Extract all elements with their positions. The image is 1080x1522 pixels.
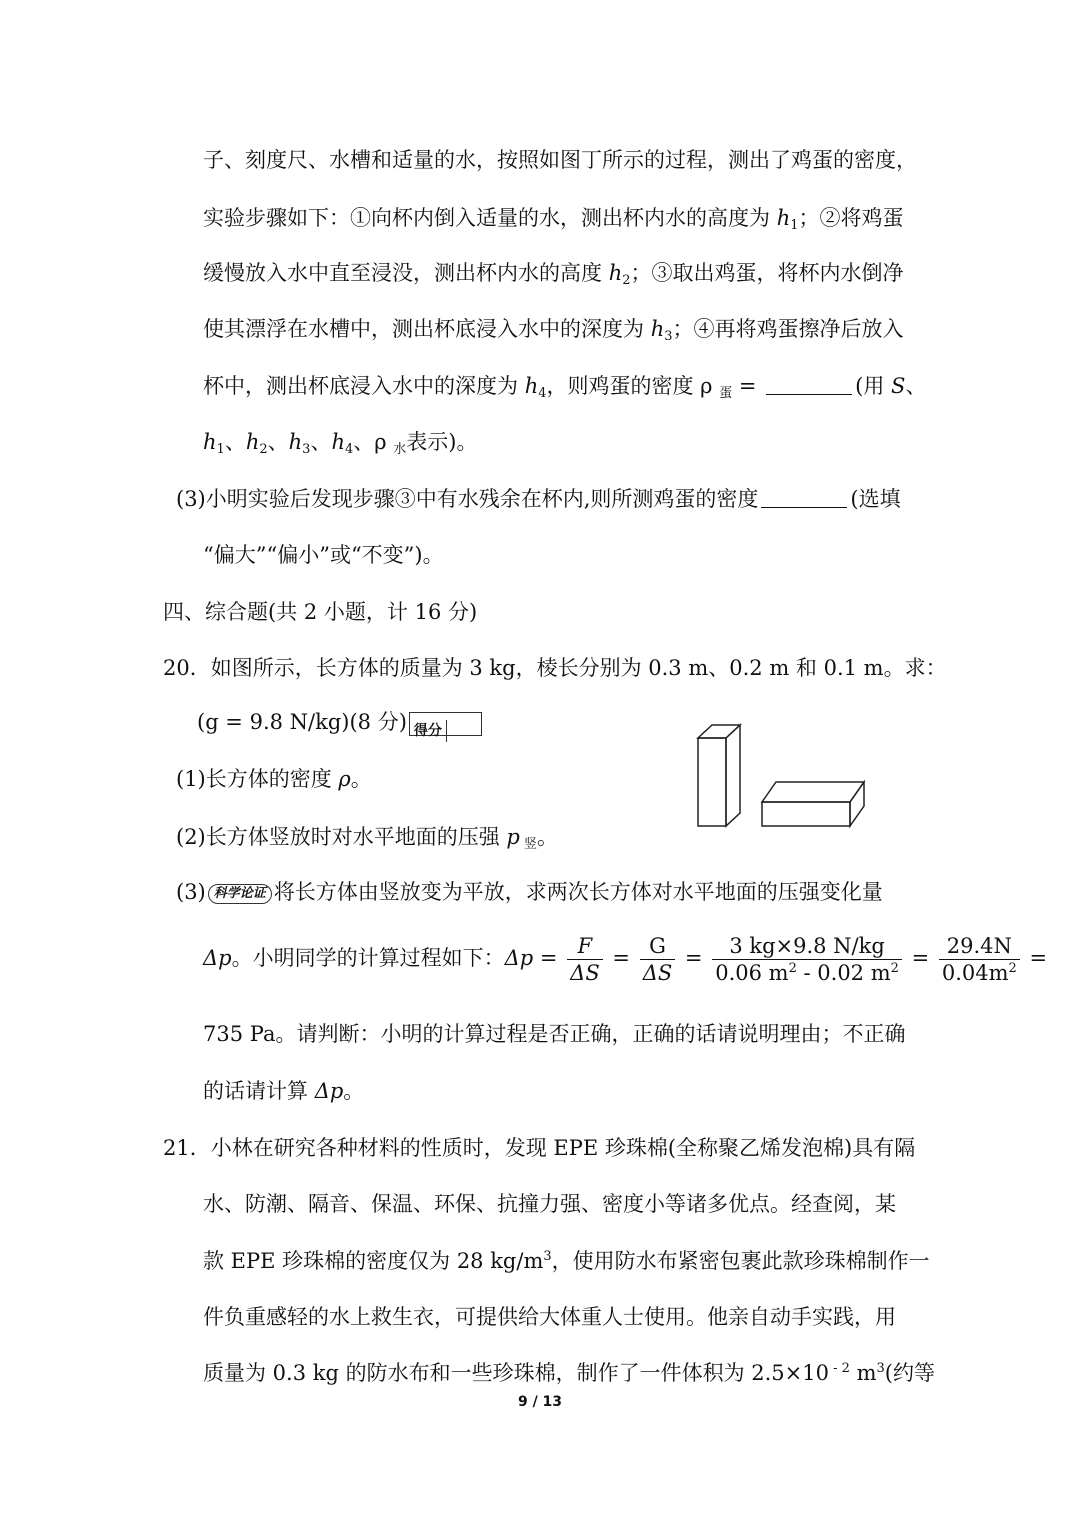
q20-sub-2: (2)长方体竖放时对水平地面的压强 p $_竖$。 xyxy=(176,825,559,852)
page-number: 9 / 13 xyxy=(517,1394,563,1410)
q19-line-6: $h_1$、$h_2$、$h_3$、$h_4$、ρ $_水$表示)。 xyxy=(203,430,478,457)
answer-blank[interactable] xyxy=(761,487,847,508)
fraction-result: $\frac{29.4N}{0.04m^2}$ xyxy=(939,933,1020,986)
q20-sub-1: (1)长方体的密度 ρ。 xyxy=(176,767,372,791)
cuboid-figure xyxy=(690,720,890,840)
q19-line-2: 实验步骤如下：①向杯内倒入适量的水，测出杯内水的高度为 $h_1$；②将鸡蛋 xyxy=(203,206,904,233)
flat-cuboid-side xyxy=(850,782,864,826)
q20-sub-3: (3) 科学论证 将长方体由竖放变为平放，求两次长方体对水平地面的压强变化量 xyxy=(176,880,883,904)
q19-line-4: 使其漂浮在水槽中，测出杯底浸入水中的深度为 $h_3$；④再将鸡蛋擦净后放入 xyxy=(203,317,904,344)
q20-given: (g = 9.8 N/kg)(8 分) 得分 xyxy=(197,707,482,737)
score-cell[interactable] xyxy=(447,713,481,735)
q20-last-line: 的话请计算 Δp。 xyxy=(203,1079,365,1103)
fraction-values: $\frac{3 kg\times 9.8 N/kg}{0.06 m^2 - 0.02 m^2}$ xyxy=(712,933,902,986)
science-argument-badge: 科学论证 xyxy=(208,884,272,904)
q20-line-735: 735 Pa。请判断：小明的计算过程是否正确，正确的话请说明理由；不正确 xyxy=(203,1022,906,1046)
q20-calculation: Δp。小明同学的计算过程如下：Δp = $\frac{F}{\Delta S}$ = $\frac{G}{\Delta S}$ = $\frac{3 kg\times 9.8 N/kg}{0.06 m^2 - 0.02 m^2}$ = $\frac{29.4N}{0.04m^2}$ = xyxy=(203,934,1048,985)
flat-cuboid-top xyxy=(762,782,864,802)
q19-line-1: 子、刻度尺、水槽和适量的水，按照如图丁所示的过程，测出了鸡蛋的密度， xyxy=(203,148,917,172)
q19-line-5: 杯中，测出杯底浸入水中的深度为 $h_4$，则鸡蛋的密度 ρ $_蛋$ = (用 S、 xyxy=(203,374,927,401)
q19-part-3-options: “偏大”“偏小”或“不变”)。 xyxy=(203,543,444,567)
score-box[interactable] xyxy=(409,712,482,739)
flat-cuboid-front xyxy=(762,802,850,826)
q21-line-2: 水、防潮、隔音、保温、环保、抗撞力强、密度小等诸多优点。经查阅，某 xyxy=(203,1192,896,1216)
section-heading: 四、综合题(共 2 小题，计 16 分) xyxy=(163,600,478,624)
q20-stem: 20．如图所示，长方体的质量为 3 kg，棱长分别为 0.3 m、0.2 m 和 0.1 m。求： xyxy=(163,656,947,680)
fraction-g-over-ds: $\frac{G}{\Delta S}$ xyxy=(640,933,676,986)
q19-line-3: 缓慢放入水中直至浸没，测出杯内水的高度 $h_2$；③取出鸡蛋，将杯内水倒净 xyxy=(203,261,904,288)
upright-cuboid-side xyxy=(726,725,740,826)
fraction-f-over-ds: $\frac{F}{\Delta S}$ xyxy=(567,933,603,986)
answer-blank[interactable] xyxy=(766,374,852,395)
q19-part-3: (3)小明实验后发现步骤③中有水残余在杯内,则所测鸡蛋的密度 (选填 xyxy=(176,487,901,511)
q21-line-5: 质量为 0.3 kg 的防水布和一些珍珠棉，制作了一件体积为 2.5×10 $^{- 2}$ $m^3$(约等 xyxy=(203,1361,935,1385)
q21-line-3: 款 EPE 珍珠棉的密度仅为 28 $kg/m^3$，使用防水布紧密包裹此款珍珠棉制作一 xyxy=(203,1249,930,1273)
q21-line-1: 21．小林在研究各种材料的性质时，发现 EPE 珍珠棉(全称聚乙烯发泡棉)具有隔 xyxy=(163,1136,916,1160)
q21-line-4: 件负重感轻的水上救生衣，可提供给大体重人士使用。他亲自动手实践，用 xyxy=(203,1305,896,1329)
score-label: 得分 xyxy=(410,720,447,742)
upright-cuboid-front xyxy=(698,738,726,826)
